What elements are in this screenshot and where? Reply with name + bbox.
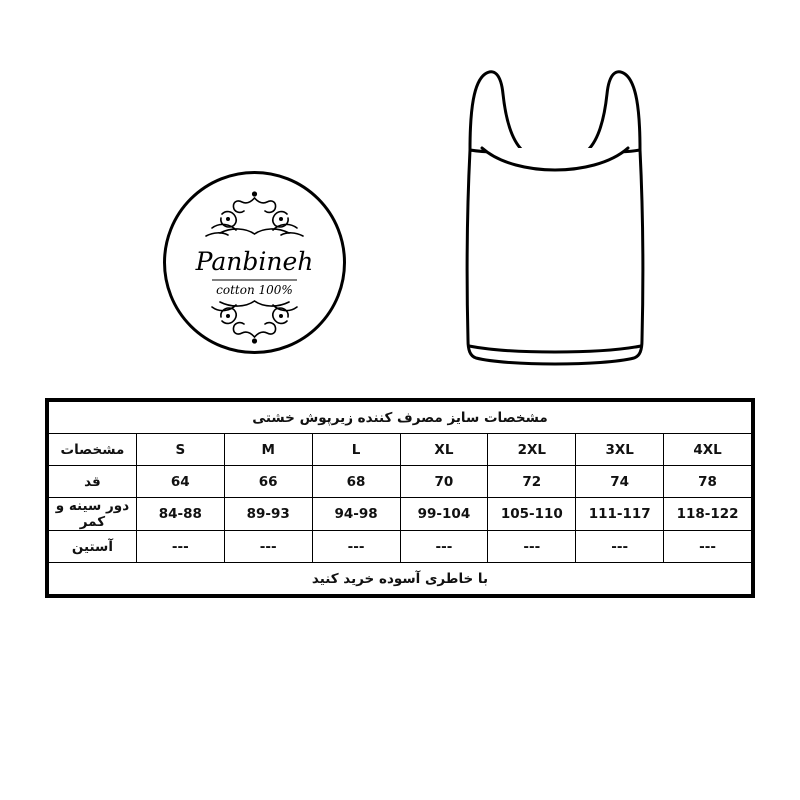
cell-chest-4xl: 118-122 <box>664 498 752 531</box>
cell-height-4xl: 78 <box>664 466 752 498</box>
cell-height-s: 64 <box>136 466 224 498</box>
table-title-row <box>49 402 752 434</box>
garment-illustration <box>430 50 680 400</box>
header-size-3xl: 3XL <box>576 434 664 466</box>
cell-sleeve-3xl: --- <box>576 531 664 563</box>
table-footer-message: با خاطری آسوده خرید کنید <box>49 563 752 595</box>
cell-sleeve-2xl: --- <box>488 531 576 563</box>
row-label-height: قد <box>49 466 137 498</box>
cell-height-xl: 70 <box>400 466 488 498</box>
header-size-l: L <box>312 434 400 466</box>
cell-sleeve-l: --- <box>312 531 400 563</box>
header-size-xl: XL <box>400 434 488 466</box>
header-size-m: M <box>224 434 312 466</box>
cell-chest-3xl: 111-117 <box>576 498 664 531</box>
cell-chest-m: 89-93 <box>224 498 312 531</box>
size-table-container <box>45 398 755 598</box>
table-footer-row <box>49 563 752 595</box>
row-label-sleeve: آستین <box>49 531 137 563</box>
brand-badge <box>162 170 347 355</box>
table-row <box>49 531 752 563</box>
cell-chest-l: 94-98 <box>312 498 400 531</box>
table-row <box>49 498 752 531</box>
cell-height-3xl: 74 <box>576 466 664 498</box>
cell-height-l: 68 <box>312 466 400 498</box>
camisole-tank-top-outline-icon <box>430 50 680 400</box>
header-size-4xl: 4XL <box>664 434 752 466</box>
cell-chest-2xl: 105-110 <box>488 498 576 531</box>
cell-sleeve-4xl: --- <box>664 531 752 563</box>
header-spec-label: مشخصات <box>49 434 137 466</box>
illustration-area <box>0 30 800 395</box>
cell-height-2xl: 72 <box>488 466 576 498</box>
brand-name-text: Panbineh <box>195 247 314 276</box>
cell-chest-s: 84-88 <box>136 498 224 531</box>
brand-tagline-text: 100% cotton <box>216 283 293 297</box>
size-table <box>48 401 752 595</box>
cell-sleeve-m: --- <box>224 531 312 563</box>
row-label-chest-waist: دور سینه و کمر <box>49 498 137 531</box>
cell-height-m: 66 <box>224 466 312 498</box>
header-size-s: S <box>136 434 224 466</box>
cell-chest-xl: 99-104 <box>400 498 488 531</box>
cell-sleeve-s: --- <box>136 531 224 563</box>
ornamental-circle-logo-icon <box>162 170 347 355</box>
table-title: مشخصات سایز مصرف کننده زیرپوش خشتی <box>49 402 752 434</box>
cell-sleeve-xl: --- <box>400 531 488 563</box>
table-row <box>49 466 752 498</box>
table-header-row <box>49 434 752 466</box>
header-size-2xl: 2XL <box>488 434 576 466</box>
